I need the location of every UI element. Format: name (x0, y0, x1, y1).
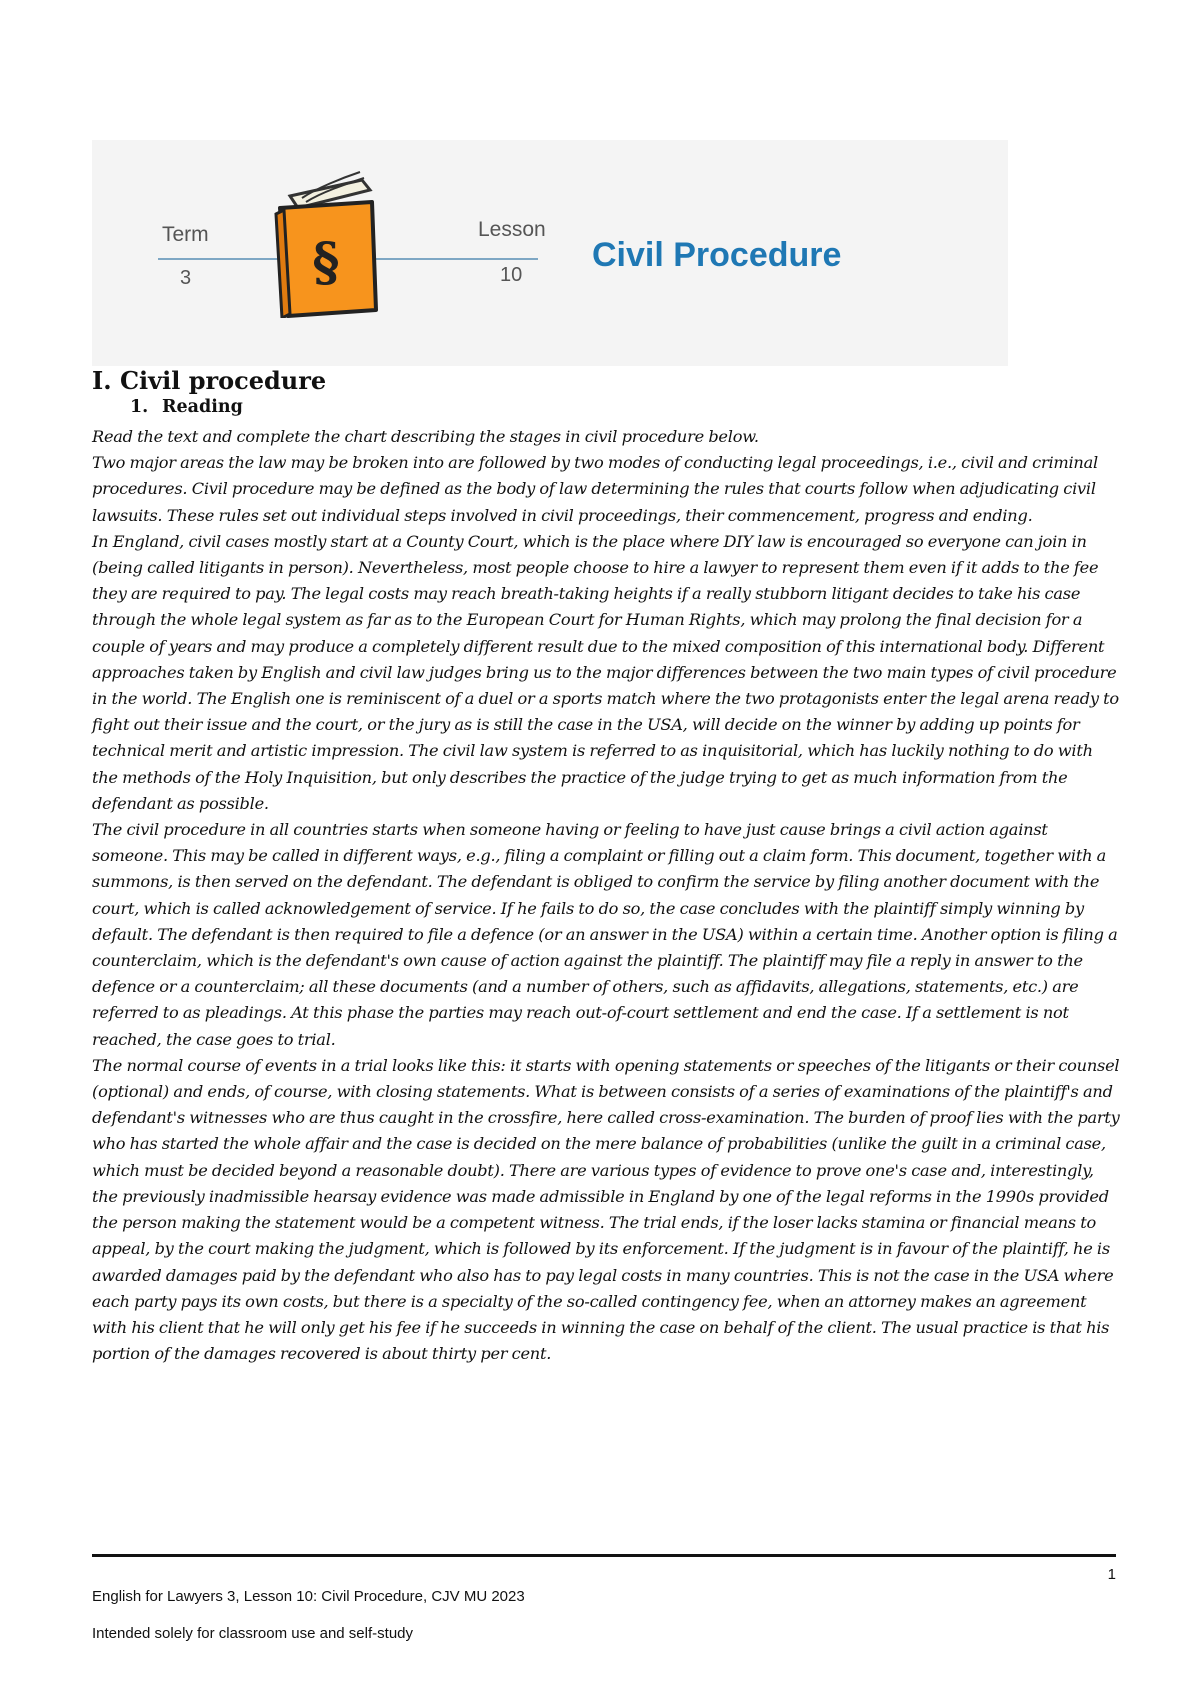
book-symbol: § (312, 232, 340, 293)
subsection-number: 1. (130, 397, 149, 417)
lesson-banner (92, 140, 1008, 366)
paragraph-2: In England, civil cases mostly start at a County Court, which is the place where DIY law is encouraged so everyone can join in (being called litigants in person). Nevertheless, most people choose to hire a lawyer to represent them even if it adds to the fee they are required to pay. The legal costs may reach breath-taking heights if a really stubborn litigant decides to take his case through the whole legal system as far as to the European Court for Human Rights, which may prolong the final decision for a couple of years and may produce a completely different result due to the mixed composition of this international body. Different approaches taken by English and civil law judges bring us to the major differences between the two main types of civil procedure in the world. The English one is reminiscent of a duel or a sports match where the two protagonists enter the legal arena ready to fight out their issue and the court, or the jury as is still the case in the USA, will decide on the winner by adding up points for technical merit and artistic impression. The civil law system is referred to as inquisitorial, which has luckily nothing to do with the methods of the Holy Inquisition, but only describes the practice of the judge trying to get as much information from the defendant as possible. (92, 531, 1119, 813)
lesson-number: 10 (500, 264, 523, 286)
book-paragraph-icon (272, 168, 382, 318)
footer-course-line: English for Lawyers 3, Lesson 10: Civil Procedure, CJV MU 2023 (92, 1588, 525, 1605)
section-heading: I. Civil procedure (92, 366, 327, 395)
paragraph-3: The civil procedure in all countries starts when someone having or feeling to have just cause brings a civil action against someone. This may be called in different ways, e.g., filing a complaint or filling out a claim form. This document, together with a summons, is then served on the defendant. The defendant is obliged to confirm the service by filing another document with the court, which is called acknowledgement of service. If he fails to do so, the case concludes with the plaintiff simply winning by default. The defendant is then required to file a defence (or an answer in the USA) within a certain time. Another option is filing a counterclaim, which is the defendant's own cause of action against the plaintiff. The plaintiff may file a reply in answer to the defence or a counterclaim; all these documents (and a number of others, such as affidavits, allegations, statements, etc.) are referred to as pleadings. At this phase the parties may reach out-of-court settlement and end the case. If a settlement is not reached, the case goes to trial. (92, 820, 1118, 1049)
term-label: Term (162, 223, 209, 246)
document-title: Civil Procedure (592, 236, 842, 274)
paragraph-1: Two major areas the law may be broken into are followed by two modes of conducting legal proceedings, i.e., civil and criminal procedures. Civil procedure may be defined as the body of law determining the rules that courts follow when adjudicating civil lawsuits. These rules set out individual steps involved in civil proceedings, their commencement, progress and ending. (92, 453, 1098, 525)
reading-text (92, 424, 1122, 1367)
paragraph-4: The normal course of events in a trial looks like this: it starts with opening statements or speeches of the litigants or their counsel (optional) and ends, of course, with closing statements. What is between consists of a series of examinations of the plaintiff's and defendant's witnesses who are thus caught in the crossfire, here called cross-examination. The burden of proof lies with the party who has started the whole affair and the case is decided on the mere balance of probabilities (unlike the guilt in a criminal case, which must be decided beyond a reasonable doubt). There are various types of evidence to prove one's case and, interestingly, the previously inadmissible hearsay evidence was made admissible in England by one of the legal reforms in the 1990s provided the person making the statement would be a competent witness. The trial ends, if the loser lacks stamina or financial means to appeal, by the court making the judgment, which is followed by its enforcement. If the judgment is in favour of the plaintiff, he is awarded damages paid by the defendant who also has to pay legal costs in many countries. This is not the case in the USA where each party pays its own costs, but there is a specialty of the so-called contingency fee, when an attorney makes an agreement with his client that he will only get his fee if he succeeds in winning the case on behalf of the client. The usual practice is that his portion of the damages recovered is about thirty per cent. (92, 1055, 1120, 1364)
footer-divider (92, 1554, 1116, 1557)
term-number: 3 (180, 267, 192, 289)
page-number: 1 (1107, 1566, 1116, 1583)
subsection-title: Reading (162, 397, 243, 417)
footer-usage-line: Intended solely for classroom use and self-study (92, 1625, 413, 1642)
instruction-paragraph: Read the text and complete the chart describing the stages in civil procedure below. (92, 427, 759, 446)
lesson-label: Lesson (478, 218, 546, 241)
subsection-heading (130, 397, 243, 417)
